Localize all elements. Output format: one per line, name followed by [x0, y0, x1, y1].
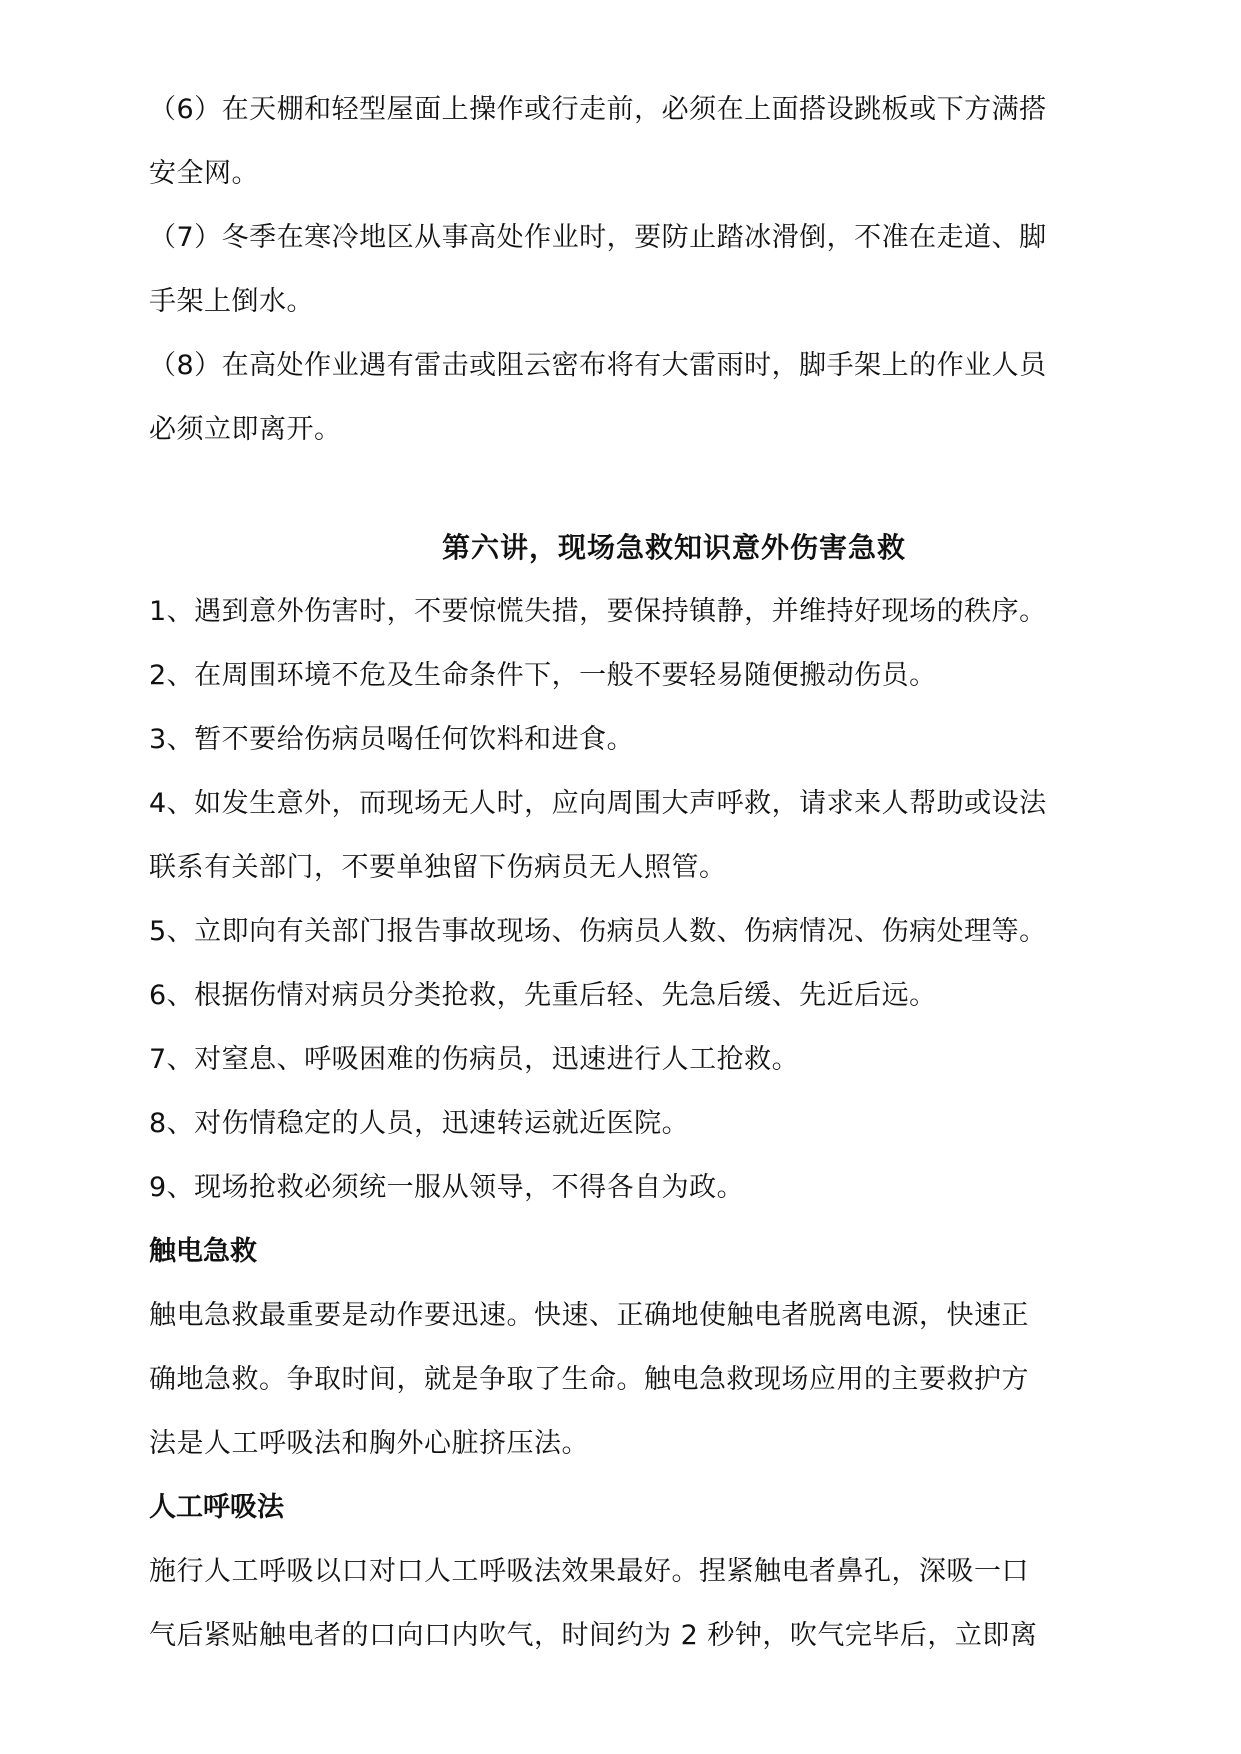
electric-shock-section — [149, 1220, 1099, 1476]
list-item: 6、根据伤情对病员分类抢救，先重后轻、先急后缓、先近后远。 — [149, 980, 937, 1011]
pre-section-list — [149, 78, 1099, 462]
document-page — [149, 78, 1099, 1668]
list-item: 2、在周围环境不危及生命条件下，一般不要轻易随便搬动伤员。 — [149, 660, 937, 691]
list-item: 3、暂不要给伤病员喝任何饮料和进食。 — [149, 724, 635, 755]
text-line: 手架上倒水。 — [149, 286, 314, 317]
list-item: 5、立即向有关部门报告事故现场、伤病员人数、伤病情况、伤病处理等。 — [149, 916, 1047, 947]
text-line: （7）冬季在寒冷地区从事高处作业时，要防止踏冰滑倒，不准在走道、脚 — [149, 222, 1047, 253]
list-item — [149, 78, 1099, 206]
text-line: 触电急救最重要是动作要迅速。快速、正确地使触电者脱离电源，快速正 — [149, 1300, 1029, 1331]
text-line: （6）在天棚和轻型屋面上操作或行走前，必须在上面搭设跳板或下方满搭 — [149, 94, 1047, 125]
text-line: 联系有关部门，不要单独留下伤病员无人照管。 — [149, 852, 727, 883]
artificial-respiration-section — [149, 1476, 1099, 1668]
text-line: 安全网。 — [149, 158, 259, 189]
text-line: 施行人工呼吸以口对口人工呼吸法效果最好。捏紧触电者鼻孔，深吸一口 — [149, 1556, 1029, 1587]
list-item: 1、遇到意外伤害时，不要惊慌失措，要保持镇静，并维持好现场的秩序。 — [149, 596, 1047, 627]
text-line: 气后紧贴触电者的口向口内吹气，时间约为 2 秒钟，吹气完毕后，立即离 — [149, 1620, 1038, 1651]
spacer — [149, 462, 1099, 516]
list-item — [149, 772, 1099, 900]
text-line: 4、如发生意外，而现场无人时，应向周围大声呼救，请求来人帮助或设法 — [149, 788, 1047, 819]
text-line: （8）在高处作业遇有雷击或阻云密布将有大雷雨时，脚手架上的作业人员 — [149, 350, 1047, 381]
subsection-heading: 人工呼吸法 — [149, 1492, 284, 1523]
list-item: 9、现场抢救必须统一服从领导，不得各自为政。 — [149, 1172, 745, 1203]
first-aid-steps-list — [149, 580, 1099, 1220]
subsection-heading: 触电急救 — [149, 1236, 257, 1267]
list-item: 8、对伤情稳定的人员，迅速转运就近医院。 — [149, 1108, 690, 1139]
text-line: 法是人工呼吸法和胸外心脏挤压法。 — [149, 1428, 589, 1459]
text-line: 确地急救。争取时间，就是争取了生命。触电急救现场应用的主要救护方 — [149, 1364, 1029, 1395]
list-item: 7、对窒息、呼吸困难的伤病员，迅速进行人工抢救。 — [149, 1044, 800, 1075]
list-item — [149, 206, 1099, 334]
list-item — [149, 334, 1099, 462]
text-line: 必须立即离开。 — [149, 414, 342, 445]
section-title: 第六讲，现场急救知识意外伤害急救 — [441, 531, 906, 564]
